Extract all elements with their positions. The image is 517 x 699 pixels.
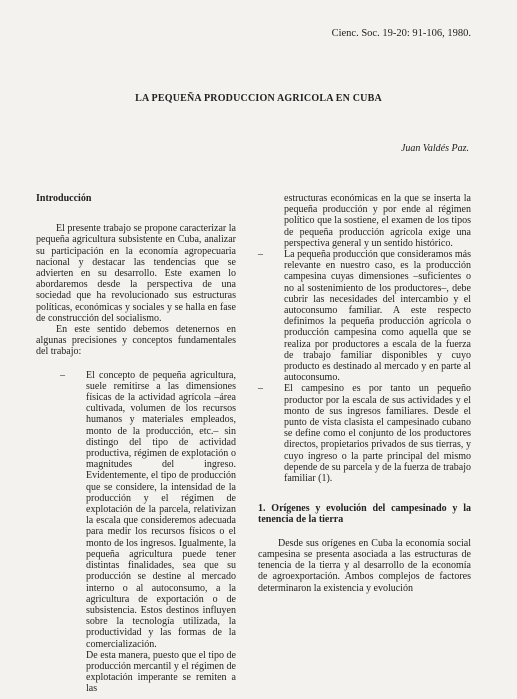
- right-column: [258, 193, 471, 594]
- paragraph-precisiones: En este sentido debemos detenernos en algunas precisiones y conceptos fundamentales del trabajo:: [36, 324, 236, 358]
- section-heading-introduccion: Introducción: [36, 193, 92, 204]
- bullet-dash: –: [258, 249, 263, 261]
- left-column: [36, 193, 236, 695]
- bullet-text-concepto: El concepto de pequeña agricultura, suele remitirse a las dimensiones físicas de la actividad agrícola –área cultivada, volumen de los recursos humanos y materiales empleados, monto de la producción, etc.– sin distingo del tipo de actividad productiva, régimen de explotación o magnitudes del ingreso. Evidentemente, el tipo de producción que se considere, la intensidad de la producción y el régimen de explotación de la parcela, relativizan la escala que consideremos adecuada para medir los recursos físicos o el monto de los ingresos. Igualmente, la pequeña agricultura puede tener distintas finalidades, sea que su producción se destine al mercado interno o al autoconsumo, a la agricultura de exportación o de subsistencia. Estos destinos influyen sobre la tecnología utilizada, la productividad y las formas de la comercialización.: [86, 369, 236, 650]
- paragraph-origenes: Desde sus orígenes en Cuba la economía social campesina se presenta asociada a las estructuras de tenencia de la tierra y al desarrollo de la economía de agroexportación. Ambos complejos de factores determinaron la existencia y evolución: [258, 537, 471, 594]
- list-item-produccion-campesina: [258, 249, 471, 383]
- bullet-text-continuation: De esta manera, puesto que el tipo de producción mercantil y el régimen de explotación imperante se remiten a las: [86, 649, 236, 695]
- paragraph-continuation: estructuras económicas en la que se inserta la pequeña producción y por ende al régimen político que la sostiene, el examen de los tipos de pequeña producción agrícola exige una perspectiva general y un sentido histórico.: [284, 193, 471, 249]
- author-name: Juan Valdés Paz.: [400, 143, 469, 154]
- list-item-campesino: [258, 383, 471, 484]
- bullet-text-produccion: La pequeña producción que consideramos más relevante en nuestro caso, es la producción campesina cuyas dimensiones –suficientes o no al sostenimiento de los productores–, debe cubrir las necesidades del intercambio y el autoconsumo familiar. A este respecto definimos la pequeña producción agrícola o producción campesina como aquella que se realiza por productores a escala de la fuerza de trabajo familiar disponibles y cuyo producto es destinado al mercado y en parte al autoconsumo.: [284, 249, 471, 384]
- bullet-dash: –: [60, 369, 65, 381]
- journal-citation: Cienc. Soc. 19-20: 91-106, 1980.: [331, 28, 471, 39]
- section-heading-origenes: 1. Orígenes y evolución del campesinado y la tenencia de la tierra: [258, 503, 471, 526]
- paragraph-intro: El presente trabajo se propone caracterizar la pequeña agricultura subsistente en Cuba, analizar su participación en la economía agropecuaria nacional y destacar las tendencias que se advierten en su desarrollo. Este examen lo abordaremos desde la perspectiva de una sociedad que ha revolucionado sus estructuras políticas, económicas y sociales y se halla en fase de construcción del socialismo.: [36, 223, 236, 324]
- bullet-text-campesino: El campesino es por tanto un pequeño productor por la escala de sus actividades y el monto de sus ingresos familiares. Desde el punto de vista clasista el campesinado cubano se define como el conjunto de los productores directos, propietarios privados de sus tierras, y cuyo ingreso o la parte principal del mismo depende de su parcela y de la fuerza de trabajo familiar (1).: [284, 383, 471, 485]
- bullet-dash: –: [258, 383, 263, 395]
- article-title: LA PEQUEÑA PRODUCCION AGRICOLA EN CUBA: [135, 93, 382, 104]
- list-item-concepto: [60, 370, 236, 695]
